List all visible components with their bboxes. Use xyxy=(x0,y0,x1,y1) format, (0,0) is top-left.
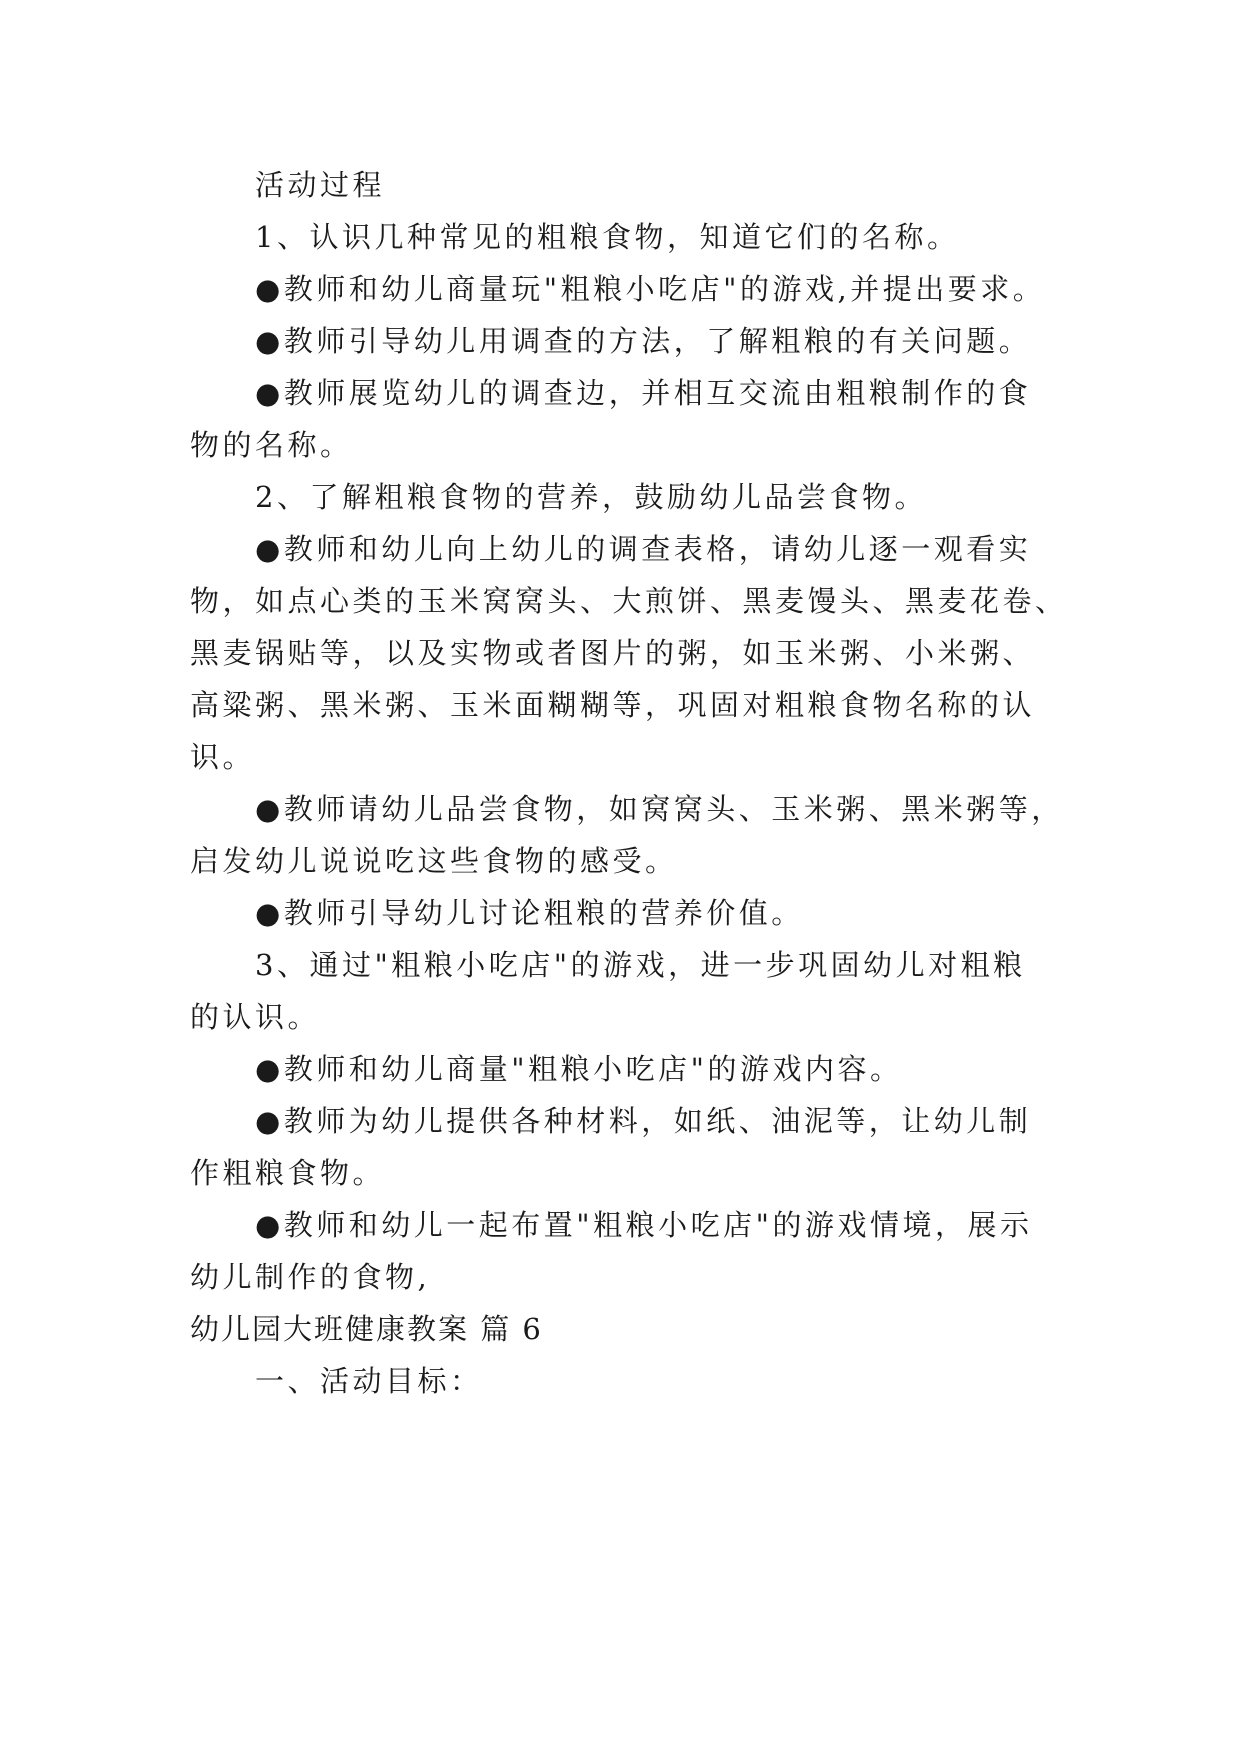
step-3-heading: 3、通过"粗粮小吃店"的游戏，进一步巩固幼儿对粗粮 xyxy=(255,948,1026,982)
paragraph-continuation: 识。 xyxy=(190,740,256,774)
step-1-heading: 1、认识几种常见的粗粮食物，知道它们的名称。 xyxy=(255,220,960,254)
bullet-paragraph: ●教师请幼儿品尝食物，如窝窝头、玉米粥、黑米粥等， xyxy=(255,792,1064,826)
paragraph-continuation: 高粱粥、黑米粥、玉米面糊糊等，巩固对粗粮食物名称的认 xyxy=(190,688,1036,722)
bullet-paragraph: ●教师引导幼儿讨论粗粮的营养价值。 xyxy=(255,896,804,930)
bullet-paragraph: ●教师和幼儿一起布置"粗粮小吃店"的游戏情境，展示 xyxy=(255,1208,1033,1242)
paragraph-continuation: 黑麦锅贴等，以及实物或者图片的粥，如玉米粥、小米粥、 xyxy=(190,636,1036,670)
bullet-paragraph: ●教师和幼儿商量玩"粗粮小吃店"的游戏,并提出要求。 xyxy=(255,272,1046,306)
paragraph-continuation: 启发幼儿说说吃这些食物的感受。 xyxy=(190,844,678,878)
bullet-paragraph: ●教师展览幼儿的调查边，并相互交流由粗粮制作的食 xyxy=(255,376,1032,410)
paragraph-continuation: 幼儿制作的食物, xyxy=(190,1260,431,1294)
bullet-paragraph: ●教师为幼儿提供各种材料，如纸、油泥等，让幼儿制 xyxy=(255,1104,1032,1138)
paragraph-continuation: 作粗粮食物。 xyxy=(190,1156,386,1190)
step-2-heading: 2、了解粗粮食物的营养，鼓励幼儿品尝食物。 xyxy=(255,480,927,514)
section-heading-activity-process: 活动过程 xyxy=(255,168,386,202)
paragraph-continuation: 物的名称。 xyxy=(190,428,353,462)
section-heading-activity-goals: 一、活动目标： xyxy=(255,1364,483,1398)
paragraph-continuation: 物，如点心类的玉米窝窝头、大煎饼、黑麦馒头、黑麦花卷、 xyxy=(190,584,1068,618)
lesson-plan-title: 幼儿园大班健康教案 篇 6 xyxy=(190,1312,543,1346)
bullet-paragraph: ●教师和幼儿向上幼儿的调查表格，请幼儿逐一观看实 xyxy=(255,532,1032,566)
bullet-paragraph: ●教师引导幼儿用调查的方法，了解粗粮的有关问题。 xyxy=(255,324,1032,358)
bullet-paragraph: ●教师和幼儿商量"粗粮小吃店"的游戏内容。 xyxy=(255,1052,903,1086)
paragraph-continuation: 的认识。 xyxy=(190,1000,321,1034)
